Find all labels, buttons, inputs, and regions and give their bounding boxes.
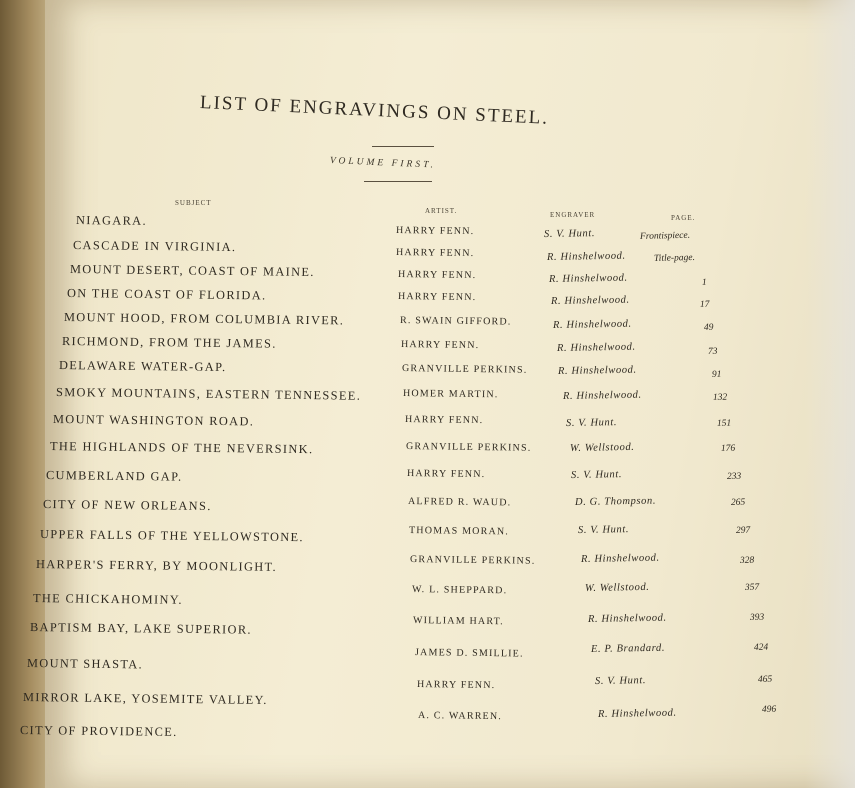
engraving-artist: R. SWAIN GIFFORD. [399,315,512,328]
engraving-artist: GRANVILLE PERKINS. [405,441,532,454]
engraving-engraver: W. Wellstood. [584,581,650,594]
header-engraver: ENGRAVER [550,211,596,219]
title-rule-bottom [364,181,432,182]
engraving-artist: HARRY FENN. [404,414,484,427]
header-artist: ARTIST. [425,207,458,215]
engraving-artist: GRANVILLE PERKINS. [409,554,536,567]
engraving-page: Frontispiece. [639,230,691,242]
engraving-engraver: S. V. Hunt. [543,228,596,240]
engraving-artist: JAMES D. SMILLIE. [414,647,524,660]
engraving-engraver: R. Hinshelwood. [580,552,660,565]
engraving-artist: WILLIAM HART. [412,615,504,628]
engraving-page: 176 [720,443,736,454]
engraving-subject: MOUNT HOOD, FROM COLUMBIA RIVER. [63,310,345,328]
engraving-engraver: R. Hinshelwood. [557,364,637,377]
engraving-subject: CASCADE IN VIRGINIA. [72,238,237,254]
engraving-engraver: R. Hinshelwood. [548,272,628,285]
engraving-page: 424 [753,642,769,653]
engraving-subject: CITY OF PROVIDENCE. [19,723,178,739]
engraving-artist: GRANVILLE PERKINS. [401,363,528,376]
engraving-subject: UPPER FALLS OF THE YELLOWSTONE. [39,527,305,545]
engraving-page: 328 [739,555,755,566]
engraving-artist: HARRY FENN. [397,291,477,304]
engraving-subject: THE HIGHLANDS OF THE NEVERSINK. [49,439,314,457]
header-subject: SUBJECT [175,199,212,207]
engraving-engraver: R. Hinshelwood. [550,294,630,307]
engraving-page: 91 [711,369,722,380]
engraving-subject: RICHMOND, FROM THE JAMES. [61,334,277,351]
engraving-page: 465 [757,674,773,685]
engraving-subject: MOUNT DESERT, COAST OF MAINE. [69,262,315,279]
engraving-subject: CUMBERLAND GAP. [45,468,183,484]
engraving-page: 265 [730,497,746,508]
volume-label: VOLUME FIRST. [329,156,437,171]
engraving-engraver: S. V. Hunt. [565,417,618,429]
engraving-artist: A. C. WARREN. [417,710,503,723]
header-page: PAGE. [671,214,696,222]
page-title: LIST OF ENGRAVINGS ON STEEL. [199,92,550,129]
engraving-artist: ALFRED R. WAUD. [407,496,512,509]
engraving-artist: THOMAS MORAN. [408,525,510,538]
engraving-subject: HARPER'S FERRY, BY MOONLIGHT. [35,557,278,574]
title-rule-top [372,146,434,147]
engraving-subject: NIAGARA. [75,213,148,228]
engraving-page: 393 [749,612,765,623]
engraving-engraver: R. Hinshelwood. [552,318,632,331]
engraving-engraver: W. Wellstood. [569,441,635,454]
engraving-page: 73 [707,346,718,357]
engraving-subject: SMOKY MOUNTAINS, EASTERN TENNESSEE. [55,385,362,403]
engraving-page: 297 [735,525,751,536]
engraving-page: 1 [701,277,707,288]
engraving-page: 233 [726,471,742,482]
engraving-engraver: S. V. Hunt. [577,524,630,536]
engraving-artist: HARRY FENN. [395,247,475,260]
engraving-artist: HARRY FENN. [416,679,496,692]
engraving-subject: DELAWARE WATER-GAP. [58,358,227,375]
engraving-subject: CITY OF NEW ORLEANS. [42,497,212,514]
engraving-engraver: R. Hinshelwood. [556,341,636,354]
engraving-artist: HOMER MARTIN. [402,388,499,401]
engraving-engraver: R. Hinshelwood. [562,389,642,402]
engraving-page: 151 [716,418,732,429]
engraving-page: 496 [761,704,777,715]
engraving-engraver: R. Hinshelwood. [546,250,626,263]
engraving-engraver: S. V. Hunt. [570,469,623,481]
engraving-page: 49 [703,322,714,333]
page-edge [805,0,855,788]
engraving-subject: MIRROR LAKE, YOSEMITE VALLEY. [22,690,268,707]
engraving-subject: BAPTISM BAY, LAKE SUPERIOR. [29,620,253,637]
engraving-subject: THE CHICKAHOMINY. [32,591,184,607]
engraving-engraver: S. V. Hunt. [594,675,647,687]
engraving-engraver: R. Hinshelwood. [587,612,667,625]
engraving-page: 357 [744,582,760,593]
engraving-artist: HARRY FENN. [406,468,486,481]
engraving-artist: HARRY FENN. [395,225,475,238]
engraving-page: 132 [712,392,728,403]
engraving-subject: MOUNT WASHINGTON ROAD. [52,412,255,429]
engraving-subject: MOUNT SHASTA. [26,656,144,672]
engraving-artist: HARRY FENN. [400,339,480,352]
engraving-artist: W. L. SHEPPARD. [411,584,508,597]
engraving-page: Title-page. [653,252,696,264]
engraving-artist: HARRY FENN. [397,269,477,282]
engraving-engraver: R. Hinshelwood. [597,707,677,720]
engraving-engraver: D. G. Thompson. [574,495,657,508]
engraving-engraver: E. P. Brandard. [590,642,666,655]
engraving-page: 17 [699,299,710,310]
engraving-subject: ON THE COAST OF FLORIDA. [66,286,267,303]
